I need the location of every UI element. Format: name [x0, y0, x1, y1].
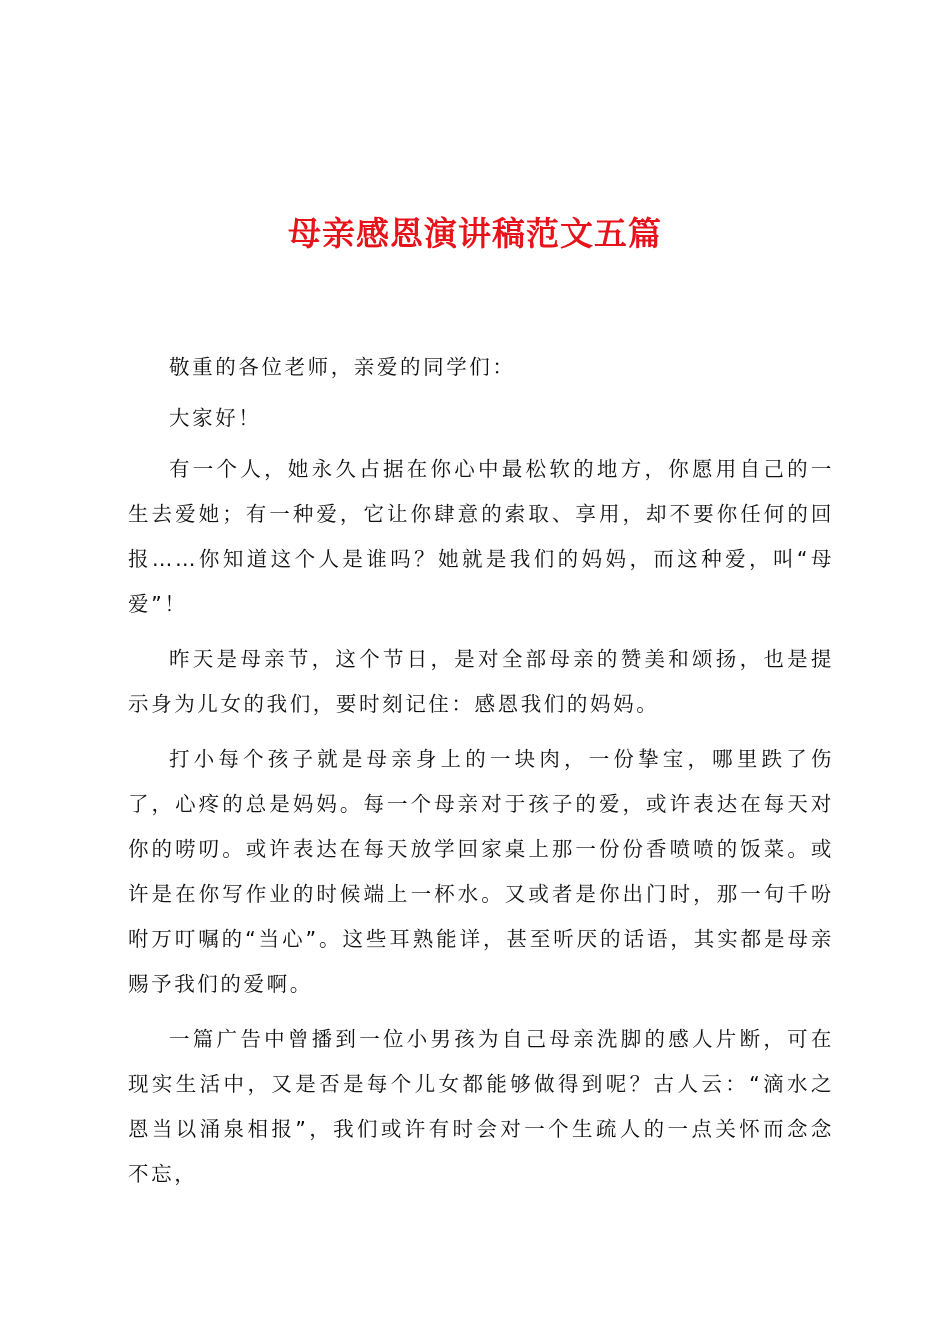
body-paragraph: 一篇广告中曾播到一位小男孩为自己母亲洗脚的感人片断，可在现实生活中，又是否是每个儿女都能够做得到呢？古人云：“滴水之恩当以涌泉相报”，我们或许有时会对一个生疏人的一点关怀而念念不忘，	[128, 1027, 834, 1186]
body-paragraph: 昨天是母亲节，这个节日，是对全部母亲的赞美和颂扬，也是提示身为儿女的我们，要时刻记住：感恩我们的妈妈。	[128, 647, 834, 716]
greeting-paragraph: 大家好！	[169, 406, 262, 430]
body-paragraph: 打小每个孩子就是母亲身上的一块肉，一份挚宝，哪里跌了伤了，心疼的总是妈妈。每一个母亲对于孩子的爱，或许表达在每天对你的唠叨。或许表达在每天放学回家桌上那一份份香喷喷的饭菜。或许是在你写作业的时候端上一杯水。又或者是你出门时，那一句千吩咐万叮嘱的“当心”。这些耳熟能详，甚至听厌的话语，其实都是母亲赐予我们的爱啊。	[128, 747, 834, 996]
body-paragraph: 有一个人，她永久占据在你心中最松软的地方，你愿用自己的一生去爱她；有一种爱，它让你肆意的索取、享用，却不要你任何的回报……你知道这个人是谁吗？她就是我们的妈妈，而这种爱，叫“母爱”！	[128, 457, 834, 616]
document-body	[128, 345, 834, 1207]
salutation-paragraph: 敬重的各位老师，亲爱的同学们：	[169, 355, 516, 379]
document-title: 母亲感恩演讲稿范文五篇	[288, 214, 662, 253]
